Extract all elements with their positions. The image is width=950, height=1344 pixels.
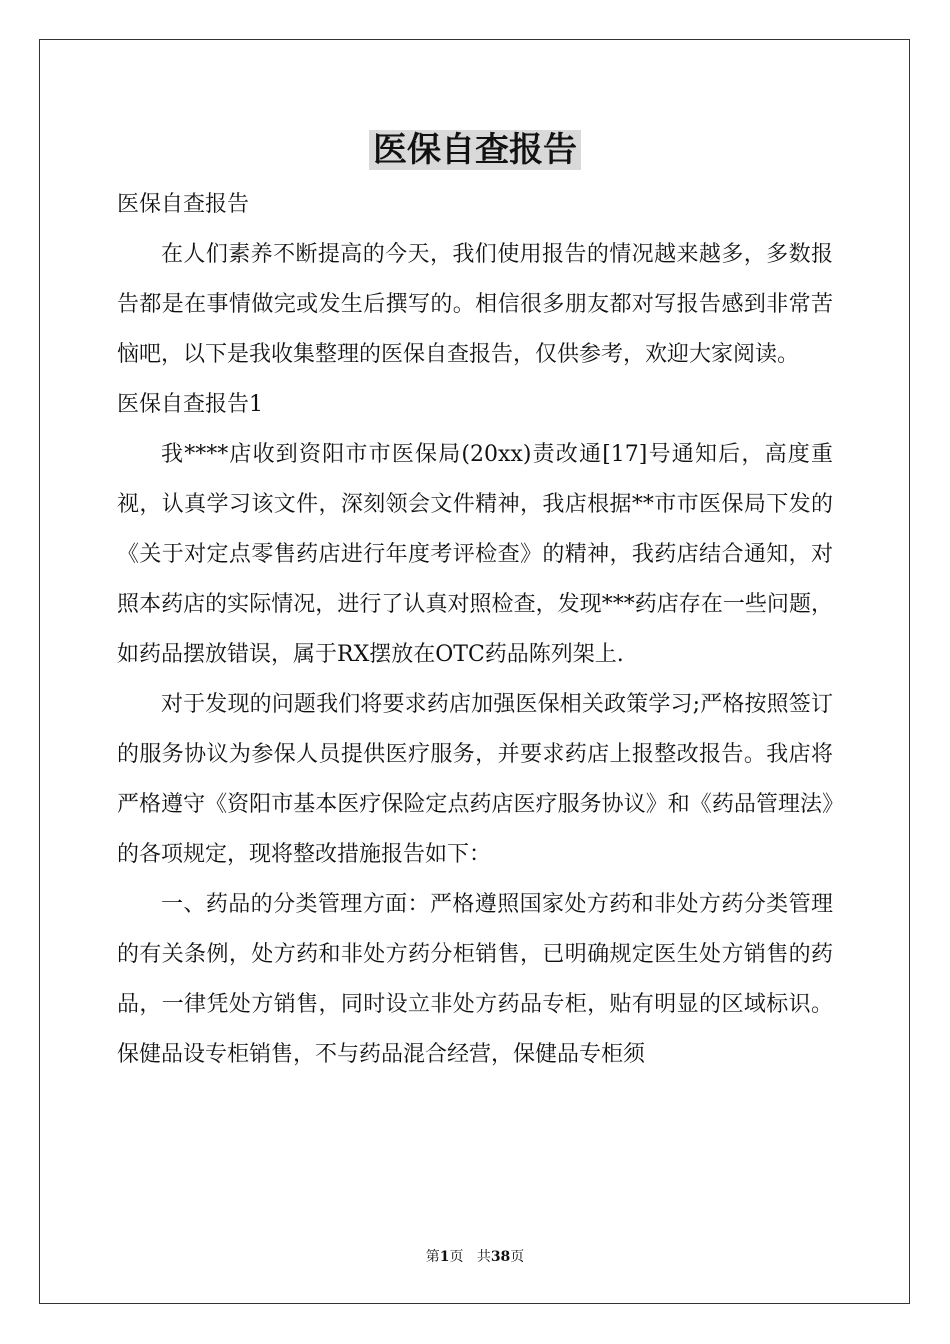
document-title-text: 医保自查报告: [369, 130, 581, 170]
document-body: [117, 180, 833, 1080]
total-prefix: 共: [476, 1249, 491, 1265]
intro-paragraph: 在人们素养不断提高的今天，我们使用报告的情况越来越多，多数报告都是在事情做完或发生后撰写的。相信很多朋友都对写报告感到非常苦恼吧，以下是我收集整理的医保自查报告，仅供参考，欢迎大家阅读。: [117, 242, 833, 367]
page-suffix: 页: [449, 1249, 464, 1265]
body-paragraph-2: 对于发现的问题我们将要求药店加强医保相关政策学习;严格按照签订的服务协议为参保人员提供医疗服务，并要求药店上报整改报告。我店将严格遵守《资阳市基本医疗保险定点药店医疗服务协议》和《药品管理法》的各项规定，现将整改措施报告如下：: [117, 692, 833, 867]
document-subtitle: 医保自查报告: [117, 192, 250, 217]
page-footer: [0, 1248, 950, 1266]
total-pages: 38: [490, 1249, 511, 1265]
total-suffix: 页: [510, 1249, 525, 1265]
page-prefix: 第: [425, 1249, 440, 1265]
body-paragraph-1: 我****店收到资阳市市医保局(20xx)责改通[17]号通知后，高度重视，认真学习该文件，深刻领会文件精神，我店根据**市市医保局下发的《关于对定点零售药店进行年度考评检查》的精神，我药店结合通知，对照本药店的实际情况，进行了认真对照检查，发现***药店存在一些问题，如药品摆放错误，属于RX摆放在OTC药品陈列架上.: [117, 442, 833, 667]
section-heading: 医保自查报告1: [117, 392, 263, 417]
document-title: [0, 128, 950, 172]
page-number: 1: [439, 1249, 450, 1265]
body-paragraph-3: 一、药品的分类管理方面：严格遵照国家处方药和非处方药分类管理的有关条例，处方药和非处方药分柜销售，已明确规定医生处方销售的药品，一律凭处方销售，同时设立非处方药品专柜，贴有明显的区域标识。保健品设专柜销售，不与药品混合经营，保健品专柜须: [117, 892, 833, 1067]
